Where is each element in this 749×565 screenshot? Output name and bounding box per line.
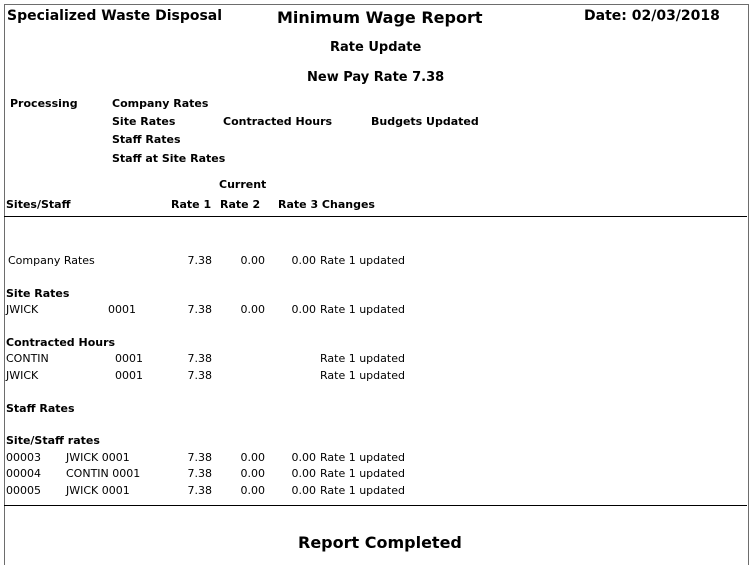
site-rates-row-rate1: 7.38	[187, 303, 212, 316]
site-staff-row-staff: 00005	[6, 484, 41, 497]
company-rates-label: Company Rates	[8, 254, 95, 267]
contracted-hours-row-rate1: 7.38	[187, 369, 212, 382]
site-staff-row-rate3: 0.00	[291, 484, 316, 497]
site-staff-row-site: JWICK 0001	[66, 484, 130, 497]
contracted-hours-row-change: Rate 1 updated	[320, 352, 405, 365]
contracted-hours-heading: Contracted Hours	[6, 336, 116, 349]
site-rates-row-rate2: 0.00	[240, 303, 265, 316]
report-date: Date: 02/03/2018	[584, 8, 720, 24]
site-staff-row-rate1: 7.38	[187, 467, 212, 480]
site-staff-row-site: CONTIN 0001	[66, 467, 141, 480]
processing-budgets-updated: Budgets Updated	[371, 115, 479, 128]
processing-company-rates: Company Rates	[112, 97, 209, 110]
company-rates-rate1: 7.38	[187, 254, 212, 267]
column-current: Current	[219, 178, 267, 191]
site-rates-row-code: 0001	[108, 303, 136, 316]
site-rates-row-change: Rate 1 updated	[320, 303, 405, 316]
report-title: Minimum Wage Report	[277, 8, 483, 27]
contracted-hours-row-rate1: 7.38	[187, 352, 212, 365]
column-sites-staff: Sites/Staff	[6, 198, 71, 211]
company-rates-rate3: 0.00	[291, 254, 316, 267]
report-subtitle: Rate Update	[330, 40, 422, 55]
processing-contracted-hours: Contracted Hours	[223, 115, 333, 128]
report-completed: Report Completed	[298, 533, 462, 552]
new-pay-rate: New Pay Rate 7.38	[307, 70, 445, 85]
contracted-hours-row-code: 0001	[115, 369, 143, 382]
site-staff-row-rate2: 0.00	[240, 484, 265, 497]
footer-divider	[4, 505, 747, 506]
contracted-hours-row-site: CONTIN	[6, 352, 49, 365]
site-rates-row-rate3: 0.00	[291, 303, 316, 316]
site-staff-row-change: Rate 1 updated	[320, 467, 405, 480]
column-rate3-changes: Rate 3 Changes	[278, 198, 375, 211]
site-staff-row-staff: 00004	[6, 467, 41, 480]
site-rates-heading: Site Rates	[6, 287, 70, 300]
site-staff-row-rate2: 0.00	[240, 467, 265, 480]
staff-rates-heading: Staff Rates	[6, 402, 75, 415]
contracted-hours-row-change: Rate 1 updated	[320, 369, 405, 382]
site-staff-row-staff: 00003	[6, 451, 41, 464]
site-staff-row-change: Rate 1 updated	[320, 451, 405, 464]
processing-staff-at-site-rates: Staff at Site Rates	[112, 152, 226, 165]
processing-staff-rates: Staff Rates	[112, 133, 181, 146]
site-staff-row-rate3: 0.00	[291, 451, 316, 464]
site-staff-rates-heading: Site/Staff rates	[6, 434, 100, 447]
site-staff-row-rate3: 0.00	[291, 467, 316, 480]
contracted-hours-row-site: JWICK	[6, 369, 39, 382]
site-staff-row-change: Rate 1 updated	[320, 484, 405, 497]
site-staff-row-rate2: 0.00	[240, 451, 265, 464]
company-rates-rate2: 0.00	[240, 254, 265, 267]
processing-label: Processing	[10, 97, 78, 110]
column-rate2: Rate 2	[220, 198, 261, 211]
column-rate1: Rate 1	[171, 198, 212, 211]
company-rates-change: Rate 1 updated	[320, 254, 405, 267]
site-staff-row-site: JWICK 0001	[66, 451, 130, 464]
site-staff-row-rate1: 7.38	[187, 451, 212, 464]
site-rates-row-site: JWICK	[6, 303, 39, 316]
contracted-hours-row-code: 0001	[115, 352, 143, 365]
company-name: Specialized Waste Disposal	[7, 8, 223, 24]
header-divider	[4, 216, 747, 217]
report-frame	[4, 4, 749, 565]
site-staff-row-rate1: 7.38	[187, 484, 212, 497]
processing-site-rates: Site Rates	[112, 115, 176, 128]
